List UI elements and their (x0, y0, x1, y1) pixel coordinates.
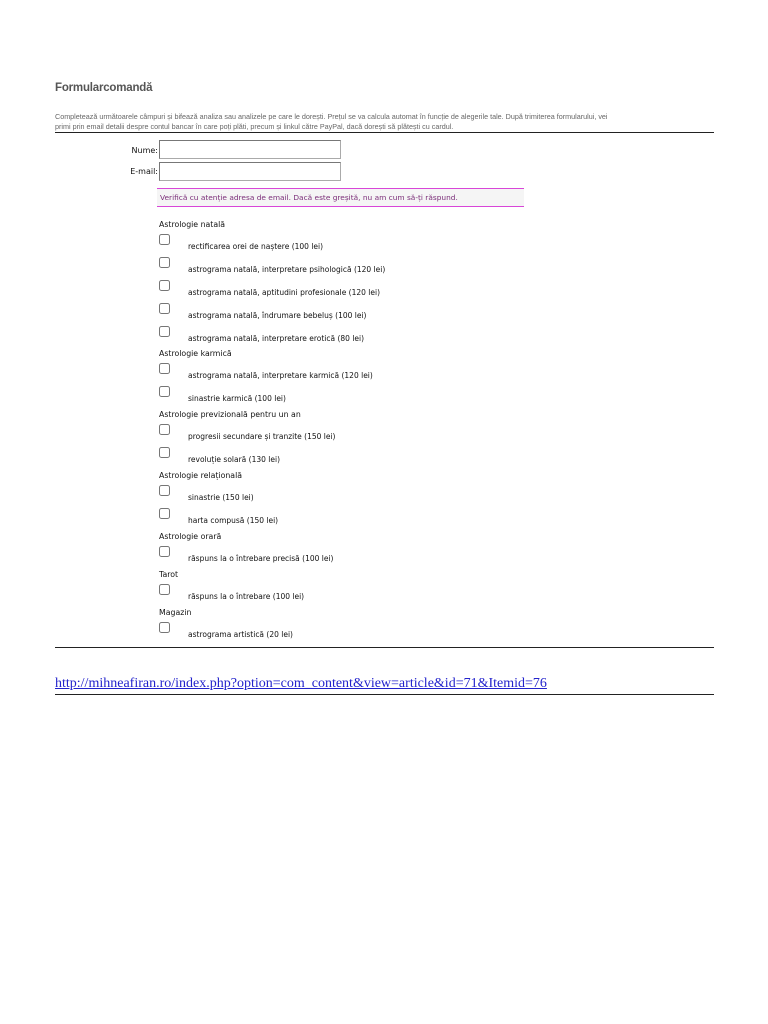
category-heading: Tarot (159, 570, 179, 579)
name-label: Nume: (131, 146, 158, 155)
option-label: astrograma natală, interpretare psihologică (120 lei) (188, 265, 386, 274)
category-heading: Astrologie natală (159, 220, 226, 229)
category-heading: Astrologie orară (159, 532, 222, 541)
option-checkbox[interactable] (159, 546, 170, 557)
email-notice-text: Verifică cu atenție adresa de email. Dacă este greșită, nu am cum să-ți răspund. (160, 193, 458, 202)
option-checkbox[interactable] (159, 280, 170, 291)
option-checkbox[interactable] (159, 622, 170, 633)
form-intro (55, 112, 715, 132)
option-checkbox[interactable] (159, 386, 170, 397)
option-label: astrograma natală, aptitudini profesionale (120 lei) (188, 288, 381, 297)
option-label: astrograma natală, îndrumare bebeluș (100 lei) (188, 311, 367, 320)
category-heading: Astrologie relațională (159, 471, 243, 480)
email-notice (157, 188, 524, 207)
email-label: E-mail: (130, 167, 158, 176)
option-label: rectificarea orei de naștere (100 lei) (188, 242, 324, 251)
form-title: Formularcomandă (55, 82, 153, 94)
option-checkbox[interactable] (159, 303, 170, 314)
option-checkbox[interactable] (159, 363, 170, 374)
option-checkbox[interactable] (159, 234, 170, 245)
option-checkbox[interactable] (159, 447, 170, 458)
option-label: revoluție solară (130 lei) (188, 455, 280, 464)
option-checkbox[interactable] (159, 584, 170, 595)
option-checkbox[interactable] (159, 424, 170, 435)
option-label: astrograma artistică (20 lei) (188, 630, 293, 639)
intro-line-2: primi prin email detalii despre contul bancar în care poți plăti, precum și linkul către PayPal, dacă dorești să plătești cu cardul. (55, 122, 454, 131)
category-heading: Magazin (159, 608, 192, 617)
option-label: astrograma natală, interpretare erotică (80 lei) (188, 334, 365, 343)
option-checkbox[interactable] (159, 485, 170, 496)
top-divider (55, 132, 714, 133)
email-input[interactable] (159, 162, 341, 181)
link-divider (55, 694, 714, 695)
option-checkbox[interactable] (159, 257, 170, 268)
option-label: progresii secundare și tranzite (150 lei) (188, 432, 336, 441)
category-heading: Astrologie previzională pentru un an (159, 410, 301, 419)
option-label: răspuns la o întrebare (100 lei) (188, 592, 305, 601)
option-checkbox[interactable] (159, 326, 170, 337)
intro-line-1: Completează următoarele câmpuri și bifează analiza sau analizele pe care le dorești. Prețul se va calcula automat în funcție de alegerile tale. După trimiterea formularului, vei (55, 112, 608, 121)
option-checkbox[interactable] (159, 508, 170, 519)
option-label: răspuns la o întrebare precisă (100 lei) (188, 554, 334, 563)
option-label: astrograma natală, interpretare karmică (120 lei) (188, 371, 373, 380)
option-label: harta compusă (150 lei) (188, 516, 279, 525)
option-label: sinastrie (150 lei) (188, 493, 254, 502)
option-label: sinastrie karmică (100 lei) (188, 394, 286, 403)
source-link[interactable]: http://mihneafiran.ro/index.php?option=com_content&view=article&id=71&Itemid=76 (55, 676, 547, 691)
category-heading: Astrologie karmică (159, 349, 232, 358)
name-input[interactable] (159, 140, 341, 159)
bottom-divider (55, 647, 714, 648)
